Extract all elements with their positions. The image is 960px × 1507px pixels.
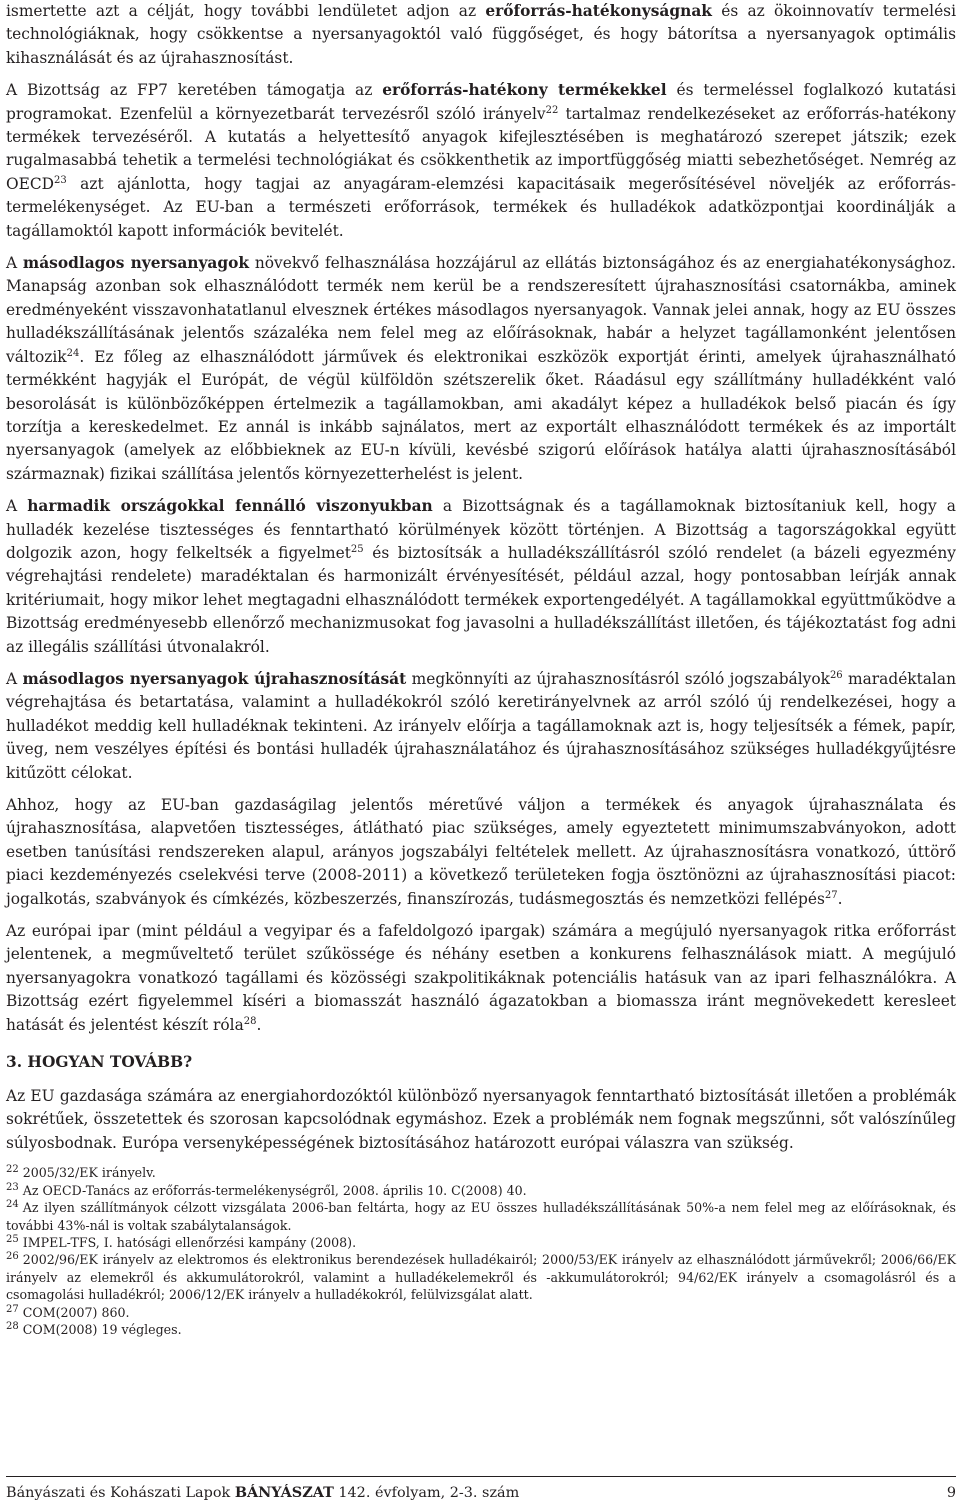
text-run: A — [6, 254, 23, 273]
text-run: és termeléssel foglalkozó kutatási programokat. Ezenfelül a környezetbarát tervezésről szóló irányelv — [6, 81, 956, 123]
footnote-25 — [6, 1234, 956, 1251]
text-run: . — [256, 1015, 262, 1034]
bold-term: másodlagos nyersanyagok — [22, 254, 250, 273]
footer-divider — [6, 1476, 956, 1477]
document-page — [6, 0, 956, 1338]
footnote-27 — [6, 1304, 956, 1321]
footnote-26 — [6, 1251, 956, 1303]
closing-paragraph: Az EU gazdasága számára az energiahordozóktól különböző nyersanyagok fenntartható biztosítását illetően a problémák sokrétűek, összetettek és szorosan kapcsolódnak egymáshoz. Ezek a problémák nem fognak megszűnni, sőt valószínűleg súlyosbodnak. Európa versenyképességének biztosításához határozott európai válaszra van szükség. — [6, 1087, 956, 1152]
footnote-24 — [6, 1199, 956, 1234]
footnote-22 — [6, 1164, 956, 1181]
text-run: tartalmaz rendelkezéseket az erőforrás-hatékony termékek tervezéséről. A kutatás a helyettesítő anyagok kifejlesztésében is meghatározó szerepet játszik; ezek rugalmasabbá tehetik a termelési technológiákat és csökkenthetik az importfüggőség miatti sebezhetőséget. Nemrég az OECD — [6, 104, 956, 193]
text-run: ismertette azt a célját, hogy további lendületet adjon az — [6, 2, 486, 20]
footnote-23 — [6, 1182, 956, 1199]
footnote-number: 28 — [6, 1320, 19, 1332]
footnote-reference: 26 — [829, 669, 843, 681]
text-run: azt ajánlotta, hogy tagjai az anyagáram-elemzési kapacitásaik megerősítésével növeljék az erőforrás-termelékenységet. Az EU-ban a természeti erőforrások, termékek és hulladékok adatközpontjai koordinálják a tagállamoktól kapott információk bevitelét. — [6, 174, 956, 240]
footnotes — [6, 1164, 956, 1338]
text-run: Ahhoz, hogy az EU-ban gazdaságilag jelentős méretűvé váljon a termékek és anyagok újrahasználata és újrahasznosítása, alapvetően tisztességes, átlátható piac szükséges, amely egyeztetett minimumszabványokon, adott esetben tanúsítási rendszereken alapul, arányos jogszabályi feltételek mellett. Az újrahasznosításra vonatkozó, úttörő piaci kezdeményezés cselekvési terve (2008-2011) a következő területeken fogja ösztönözni az újrahasznosítási piacot: jogalkotás, szabványok és címkézés, közbeszerzés, finanszírozás, tudásmegosztás és nemzetközi fellépés — [6, 796, 956, 908]
paragraph-6 — [6, 794, 956, 911]
bold-term: harmadik országokkal fennálló viszonyukban — [27, 497, 433, 516]
footnote-text: COM(2008) 19 végleges. — [22, 1321, 182, 1337]
journal-issue: 142. évfolyam, 2-3. szám — [338, 1485, 520, 1501]
footnote-text: Az ilyen szállítmányok célzott vizsgálata 2006-ban feltárta, hogy az EU összes hulladékszállításának 50%-a nem felel meg az előírásoknak, és további 43%-nál is voltak szabálytalanságok. — [6, 1200, 956, 1233]
footnote-reference: 28 — [243, 1015, 257, 1027]
footnote-reference: 24 — [66, 347, 80, 359]
text-run: A — [6, 497, 28, 516]
text-run: és biztosítsák a hulladékszállításról szóló rendelet (a bázeli egyezmény végrehajtási rendelete) maradéktalan és harmonizált érvényesítését, például azzal, hogy pontosabban leírják annak kritériumait, hogy mikor lehet megtagadni elhasználódott termékek exportengedélyét. A tagállamokkal együttműködve a Bizottság eredményesebb ellenőrző mechanizmusokat fog javasolni a hulladékszállítást illetően, és tájékoztatást fog adni az illegális szállítási útvonalakról. — [6, 543, 956, 656]
footnote-reference: 23 — [53, 174, 67, 186]
footnote-text: 2005/32/EK irányelv. — [22, 1165, 156, 1181]
footnote-reference: 25 — [350, 543, 364, 555]
bold-term: másodlagos nyersanyagok újrahasznosítását — [22, 669, 407, 688]
text-run: megkönnyíti az újrahasznosításról szóló jogszabályok — [406, 669, 830, 688]
paragraph-3 — [6, 252, 956, 486]
footnote-number: 22 — [6, 1164, 19, 1176]
paragraph-5 — [6, 668, 956, 785]
text-run: növekvő felhasználása hozzájárul az ellátás biztonságához és az energiahatékonysághoz. Manapság azonban sok elhasználódott termék nem kerül be a rendszeresített újrahasznosítási csatornákba, aminek eredményeként visszavonhatatlanul elvesznek értékes másodlagos nyersanyagok. Vannak jelei annak, hogy az EU összes hulladékszállításának jelentős százaléka nem felel meg az előírásoknak, habár a helyzet tagállamonként jelentősen változik — [6, 254, 956, 366]
footnote-text: COM(2007) 860. — [22, 1304, 130, 1320]
footnote-number: 26 — [6, 1251, 19, 1263]
footnote-reference: 22 — [545, 104, 559, 116]
paragraph-4 — [6, 495, 956, 659]
footnote-28 — [6, 1321, 956, 1338]
paragraph-7 — [6, 920, 956, 1037]
page-number: 9 — [946, 1485, 956, 1501]
footnote-number: 24 — [6, 1199, 19, 1211]
paragraph-1 — [6, 0, 956, 70]
footnote-text: Az OECD-Tanács az erőforrás-termelékenységről, 2008. április 10. C(2008) 40. — [22, 1182, 527, 1198]
bold-term: erőforrás-hatékonyságnak — [485, 2, 712, 20]
text-run: . Ez főleg az elhasználódott járművek és elektronikai eszközök exportját érinti, amelyek újrahasználható termékként hagyják el Európát, de végül külföldön szétszerelik őket. Ráadásul egy szállítmány hulladékként való besorolását is különbözőképpen értelmezik a tagállamokban, ami akadályt képez a hulladékok belső piacán és így torzítja a kereskedelmet. Ez annál is inkább sajnálatos, mert az exportált elhasználódott termékek és az importált nyersanyagok (amelyek az előbbieknek az EU-n kívüli, kevésbé szigorú előírások hatálya alatti újrahasznosításából származnak) fizikai szállítása jelentős környezetterhelést is jelent. — [6, 347, 956, 483]
text-run: és az ökoinnovatív termelési technológiáknak, hogy csökkentse a nyersanyagoktól való függőséget, és hogy bátorítsa a nyersanyagok optimális kihasználását és az újrahasznosítást. — [6, 2, 956, 67]
page-footer — [6, 1484, 956, 1502]
body-text — [6, 0, 956, 1037]
footnote-number: 25 — [6, 1233, 19, 1245]
footer-journal — [6, 1484, 519, 1502]
text-run: a Bizottságnak és a tagállamoknak biztosítaniuk kell, hogy a hulladék kezelése tisztességes és fenntartható körülmények között történjen. A Bizottság a tagországokkal együtt dolgozik azon, hogy felkeltsék a figyelmet — [6, 497, 956, 562]
text-run: A — [6, 669, 23, 688]
footnote-text: 2002/96/EK irányelv az elektromos és elektronikus berendezések hulladékairól; 2000/53/EK irányelv az elhasználódott járművekről; 2006/66/EK irányelv az elemekről és akkumulátorokról, valamint a hulladékelemekről és -akkumulátorokról; 94/62/EK irányelv a csomagolásról és a csomagolási hulladékról; 2006/12/EK irányelv a hulladékokról, felülvizsgálat alatt. — [6, 1252, 956, 1303]
footnote-number: 23 — [6, 1181, 19, 1193]
footnote-text: IMPEL-TFS, I. hatósági ellenőrzési kampány (2008). — [22, 1234, 357, 1250]
paragraph-2 — [6, 79, 956, 243]
bold-term: erőforrás-hatékony termékekkel — [382, 81, 667, 100]
journal-brand: BÁNYÁSZAT — [234, 1484, 334, 1501]
footnote-reference: 27 — [824, 889, 838, 901]
section-heading: 3. HOGYAN TOVÁBB? — [6, 1053, 193, 1072]
footnote-number: 27 — [6, 1303, 19, 1315]
text-run: maradéktalan végrehajtása és betartatása, valamint a hulladékokról szóló keretirányelvnek az arról szóló új rendelkezései, hogy a hulladékot meddig kell hulladéknak tekinteni. Az irányelv előírja a tagállamoknak azt is, hogy teljesítsék a fémek, papír, üveg, nem veszélyes építési és bontási hulladék újrahasználatához és újrahasznosításához szükséges hulladékgyűjtésre kitűzött célokat. — [6, 669, 956, 782]
journal-name: Bányászati és Kohászati Lapok — [6, 1485, 231, 1501]
text-run: . — [837, 889, 843, 908]
text-run: Az európai ipar (mint például a vegyipar és a fafeldolgozó ipargak) számára a megújuló nyersanyagok ritka erőforrást jelentenek, a megműveltető terület szűkössége és néhány esetben a konkurens felhasználások miatt. A megújuló nyersanyagokra vonatkozó tagállami és közösségi szakpolitikáknak potenciális hatásuk van az ipari felhasználókra. A Bizottság ezért figyelemmel kíséri a biomasszát használó ágazatokban a biomassza iránt megnövekedett keresleet hatását és jelentést készít róla — [6, 922, 956, 1034]
text-run: A Bizottság az FP7 keretében támogatja az — [6, 81, 383, 100]
